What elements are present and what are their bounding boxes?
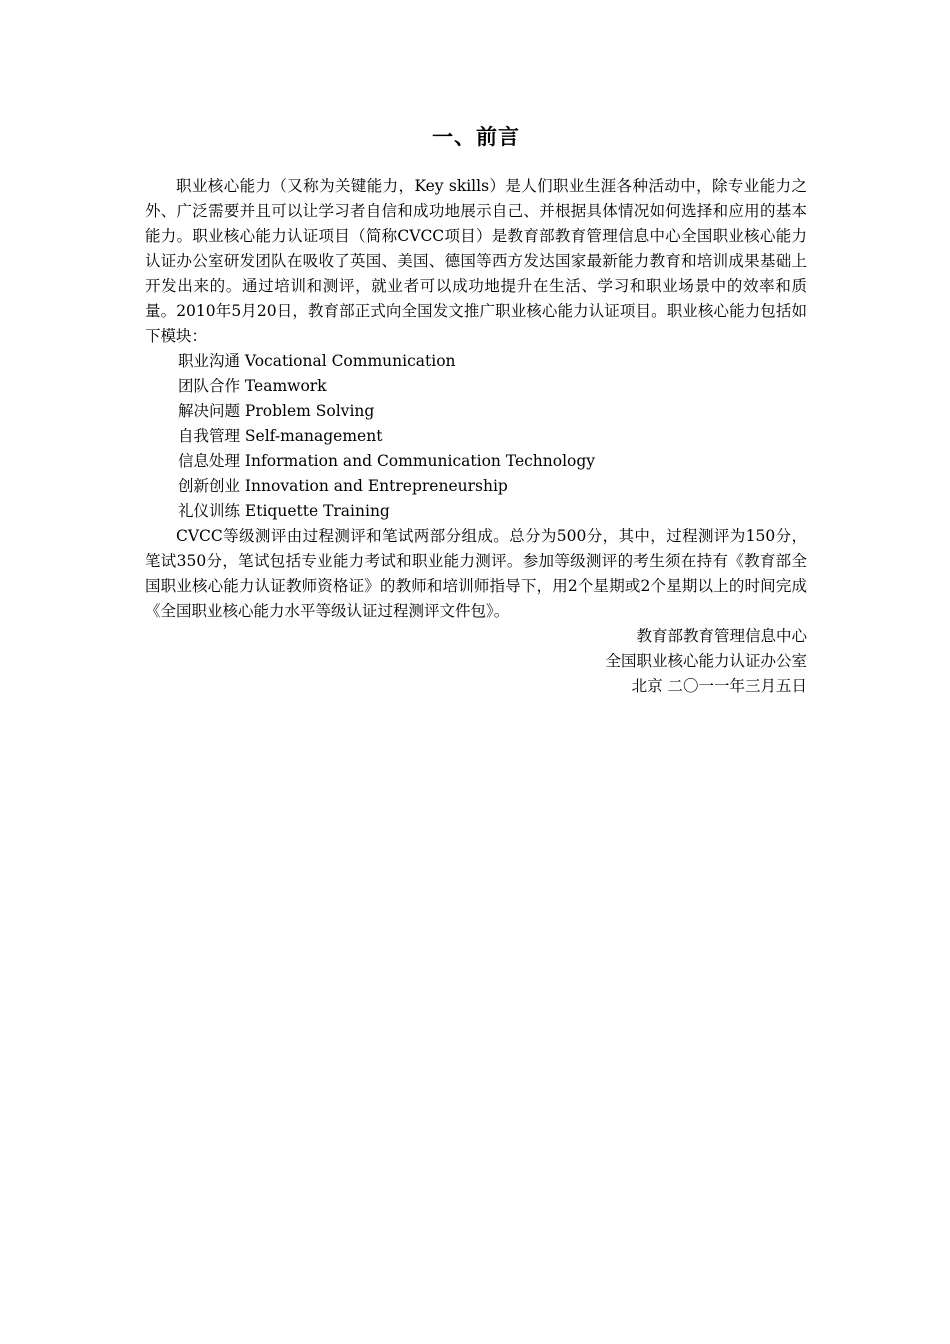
document-body (145, 174, 807, 699)
signature-office-line: 全国职业核心能力认证办公室 (605, 652, 807, 670)
module-item: 团队合作 Teamwork (178, 377, 327, 395)
intro-paragraph: 职业核心能力（又称为关键能力，Key skills）是人们职业生涯各种活动中，除专业能力之外、广泛需要并且可以让学习者自信和成功地展示自己、并根据具体情况如何选择和应用的基本能力。职业核心能力认证项目（简称CVCC项目）是教育部教育管理信息中心全国职业核心能力认证办公室研发团队在吸收了英国、美国、德国等西方发达国家最新能力教育和培训成果基础上开发出来的。通过培训和测评，就业者可以成功地提升在生活、学习和职业场景中的效率和质量。2010年5月20日，教育部正式向全国发文推广职业核心能力认证项目。职业核心能力包括如下模块： (145, 177, 807, 345)
document-page (145, 0, 807, 1344)
module-item: 解决问题 Problem Solving (178, 402, 375, 420)
module-item: 礼仪训练 Etiquette Training (178, 502, 390, 520)
module-item: 信息处理 Information and Communication Technology (178, 452, 596, 470)
signature-org-line: 教育部教育管理信息中心 (636, 627, 807, 645)
assessment-paragraph: CVCC等级测评由过程测评和笔试两部分组成。总分为500分，其中，过程测评为150分，笔试350分，笔试包括专业能力考试和职业能力测评。参加等级测评的考生须在持有《教育部全国职业核心能力认证教师资格证》的教师和培训师指导下，用2个星期或2个星期以上的时间完成《全国职业核心能力水平等级认证过程测评文件包》。 (145, 527, 807, 620)
page-title: 一、前言 (432, 124, 520, 149)
signature-block (145, 624, 807, 699)
module-item: 自我管理 Self-management (178, 427, 383, 445)
module-item: 创新创业 Innovation and Entrepreneurship (178, 477, 508, 495)
module-item: 职业沟通 Vocational Communication (178, 352, 456, 370)
signature-date-line: 北京 二〇一一年三月五日 (631, 677, 807, 695)
module-list (145, 349, 807, 524)
